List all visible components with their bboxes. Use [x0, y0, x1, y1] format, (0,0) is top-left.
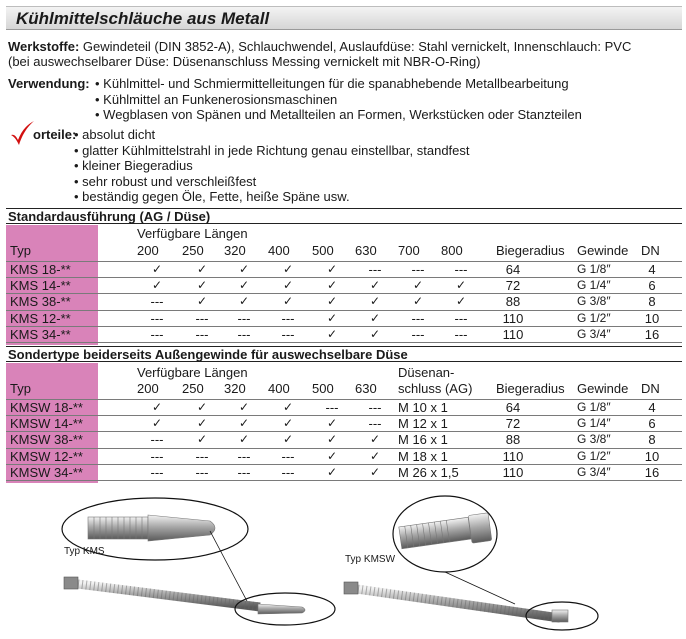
- checkmark-icon: ✓: [412, 294, 424, 309]
- not-available-mark: ---: [150, 310, 164, 326]
- row-biegeradius: 88: [505, 432, 521, 448]
- length-header-630: 630: [355, 381, 377, 396]
- not-available-mark: ---: [411, 310, 425, 326]
- table1-dn-header: DN: [641, 243, 660, 258]
- row-dn: 16: [644, 464, 660, 480]
- not-available-mark: ---: [237, 310, 251, 326]
- checkmark-icon: ✓: [238, 400, 250, 414]
- checkmark-icon: ✓: [326, 262, 338, 276]
- row-typ: KMSW 38-**: [10, 432, 83, 448]
- row-typ: KMSW 14-**: [10, 416, 83, 432]
- row-divider: [6, 480, 682, 481]
- length-header-400: 400: [268, 381, 290, 396]
- not-available-mark: ---: [150, 432, 164, 448]
- title-bar: [6, 6, 682, 30]
- not-available-mark: ---: [150, 464, 164, 480]
- checkmark-icon: ✓: [369, 326, 381, 341]
- not-available-mark: ---: [237, 326, 251, 342]
- checkmark-icon: ✓: [238, 278, 250, 293]
- checkmark-icon: ✓: [282, 262, 294, 276]
- row-dn: 10: [644, 310, 660, 326]
- not-available-mark: ---: [195, 310, 209, 326]
- checkmark-icon: ✓: [151, 278, 163, 293]
- not-available-mark: ---: [368, 416, 382, 432]
- row-duese: M 10 x 1: [398, 400, 448, 415]
- not-available-mark: ---: [150, 448, 164, 464]
- checkmark-icon: ✓: [326, 310, 338, 325]
- checkmark-icon: ✓: [369, 278, 381, 293]
- checkmark-icon: ✓: [238, 294, 250, 309]
- not-available-mark: ---: [281, 448, 295, 464]
- checkmark-icon: ✓: [151, 400, 163, 414]
- row-gewinde: G 1/8″: [577, 262, 611, 276]
- checkmark-icon: ✓: [326, 432, 338, 447]
- row-biegeradius: 64: [505, 400, 521, 415]
- row-dn: 6: [648, 416, 656, 432]
- table2-lengths-label: Verfügbare Längen: [137, 365, 248, 380]
- row-gewinde: G 1/8″: [577, 400, 611, 414]
- length-header-400: 400: [268, 243, 290, 258]
- row-biegeradius: 88: [505, 294, 521, 310]
- not-available-mark: ---: [281, 326, 295, 342]
- checkmark-icon: ✓: [326, 326, 338, 341]
- table2-title: Sondertype beiderseits Außengewinde für auswechselbare Düse: [6, 346, 682, 362]
- length-header-200: 200: [137, 381, 159, 396]
- verwendung-list: [95, 76, 582, 123]
- row-dn: 8: [648, 294, 656, 310]
- checkmark-icon: ✓: [455, 294, 467, 309]
- row-biegeradius: 110: [502, 448, 524, 464]
- row-gewinde: G 3/4″: [577, 464, 611, 479]
- not-available-mark: ---: [368, 262, 382, 277]
- table2-duesen-header-1: Düsenan-: [398, 365, 455, 380]
- row-gewinde: G 3/8″: [577, 294, 611, 309]
- werkstoffe-text2: (bei auswechselbarer Düse: Düsenanschluss Messing vernickelt mit NBR-O-Ring): [8, 54, 481, 69]
- list-item: • sehr robust und verschleißfest: [74, 173, 257, 189]
- row-gewinde: G 1/4″: [577, 416, 611, 431]
- row-dn: 4: [648, 262, 656, 277]
- table1-biegeradius-header: Biegeradius: [496, 243, 565, 258]
- checkmark-icon: ✓: [238, 432, 250, 447]
- length-header-500: 500: [312, 243, 334, 258]
- row-duese: M 16 x 1: [398, 432, 448, 448]
- row-biegeradius: 72: [505, 278, 521, 294]
- row-duese: M 26 x 1,5: [398, 464, 459, 480]
- row-divider: [6, 342, 682, 343]
- checkmark-icon: ✓: [196, 432, 208, 447]
- row-typ: KMSW 18-**: [10, 400, 83, 415]
- row-typ: KMSW 34-**: [10, 464, 83, 480]
- table1-gewinde-header: Gewinde: [577, 243, 629, 258]
- checkmark-icon: ✓: [369, 448, 381, 463]
- checkmark-icon: ✓: [326, 416, 338, 431]
- table2-biegeradius-header: Biegeradius: [496, 381, 565, 396]
- not-available-mark: ---: [411, 262, 425, 277]
- verwendung-label: Verwendung:: [8, 76, 90, 91]
- length-header-200: 200: [137, 243, 159, 258]
- kms-hose-illustration: [60, 495, 340, 635]
- werkstoffe-line: [8, 39, 631, 54]
- caption-kmsw: Typ KMSW: [345, 554, 396, 565]
- not-available-mark: ---: [454, 326, 468, 342]
- checkmark-icon: ✓: [455, 278, 467, 293]
- row-typ: KMS 34-**: [10, 326, 71, 342]
- length-header-320: 320: [224, 381, 246, 396]
- not-available-mark: ---: [237, 448, 251, 464]
- list-item: • Kühlmittel an Funkenerosionsmaschinen: [95, 91, 338, 107]
- row-dn: 10: [644, 448, 660, 464]
- vorteile-label: orteile:: [33, 127, 77, 142]
- checkmark-icon: ✓: [151, 416, 163, 431]
- checkmark-icon: ✓: [326, 278, 338, 293]
- not-available-mark: ---: [368, 400, 382, 415]
- row-duese: M 18 x 1: [398, 448, 448, 464]
- checkmark-icon: ✓: [196, 416, 208, 431]
- not-available-mark: ---: [281, 464, 295, 480]
- checkmark-icon: ✓: [196, 294, 208, 309]
- row-duese: M 12 x 1: [398, 416, 448, 432]
- not-available-mark: ---: [237, 464, 251, 480]
- row-gewinde: G 3/8″: [577, 432, 611, 447]
- table2-gewinde-header: Gewinde: [577, 381, 629, 396]
- not-available-mark: ---: [150, 326, 164, 342]
- length-header-500: 500: [312, 381, 334, 396]
- not-available-mark: ---: [454, 310, 468, 326]
- checkmark-icon: ✓: [369, 464, 381, 479]
- not-available-mark: ---: [195, 464, 209, 480]
- not-available-mark: ---: [150, 294, 164, 310]
- row-biegeradius: 72: [505, 416, 521, 432]
- checkmark-icon: ✓: [282, 400, 294, 414]
- table1-title: Standardausführung (AG / Düse): [6, 208, 682, 224]
- checkmark-icon: ✓: [151, 262, 163, 276]
- page-title: Kühlmittelschläuche aus Metall: [16, 9, 270, 28]
- checkmark-icon: ✓: [326, 294, 338, 309]
- table1-typ-header: Typ: [10, 243, 31, 258]
- list-item: • Kühlmittel- und Schmiermittelleitungen für die spanabhebende Metallbearbeitung: [95, 76, 569, 91]
- length-header-700: 700: [398, 243, 420, 258]
- list-item: • glatter Kühlmittelstrahl in jede Richtung genau einstellbar, standfest: [74, 142, 470, 158]
- length-header-250: 250: [182, 381, 204, 396]
- checkmark-icon: ✓: [369, 432, 381, 447]
- row-biegeradius: 110: [502, 310, 524, 326]
- row-gewinde: G 1/2″: [577, 310, 611, 325]
- row-typ: KMS 14-**: [10, 278, 71, 294]
- checkmark-icon: ✓: [412, 278, 424, 293]
- table2-dn-header: DN: [641, 381, 660, 396]
- not-available-mark: ---: [454, 262, 468, 277]
- list-item: • kleiner Biegeradius: [74, 158, 193, 173]
- caption-kms: Typ KMS: [64, 546, 105, 557]
- checkmark-icon: ✓: [369, 310, 381, 325]
- table1-lengths-label: Verfügbare Längen: [137, 226, 248, 241]
- not-available-mark: ---: [325, 400, 339, 415]
- checkmark-icon: ✓: [238, 416, 250, 431]
- not-available-mark: ---: [411, 326, 425, 342]
- checkmark-icon: ✓: [282, 432, 294, 447]
- row-dn: 6: [648, 278, 656, 294]
- list-item: • beständig gegen Öle, Fette, heiße Späne usw.: [74, 189, 350, 204]
- werkstoffe-label: Werkstoffe:: [8, 39, 80, 54]
- row-typ: KMSW 12-**: [10, 448, 83, 464]
- not-available-mark: ---: [281, 310, 295, 326]
- row-gewinde: G 1/4″: [577, 278, 611, 293]
- row-typ: KMS 38-**: [10, 294, 71, 310]
- row-dn: 4: [648, 400, 656, 415]
- not-available-mark: ---: [195, 448, 209, 464]
- checkmark-icon: ✓: [369, 294, 381, 309]
- row-typ: KMS 18-**: [10, 262, 71, 277]
- row-gewinde: G 3/4″: [577, 326, 611, 341]
- row-dn: 8: [648, 432, 656, 448]
- table2-duesen-header-2: schluss (AG): [398, 381, 473, 396]
- vorteile-list: [74, 127, 470, 205]
- list-item: • absolut dicht: [74, 127, 156, 142]
- checkmark-icon: ✓: [326, 448, 338, 463]
- row-gewinde: G 1/2″: [577, 448, 611, 463]
- row-biegeradius: 64: [505, 262, 521, 277]
- checkmark-icon: ✓: [282, 294, 294, 309]
- length-header-250: 250: [182, 243, 204, 258]
- checkmark-icon: ✓: [196, 262, 208, 276]
- length-header-800: 800: [441, 243, 463, 258]
- row-typ: KMS 12-**: [10, 310, 71, 326]
- row-biegeradius: 110: [502, 464, 524, 480]
- length-header-630: 630: [355, 243, 377, 258]
- checkmark-icon: ✓: [196, 278, 208, 293]
- not-available-mark: ---: [195, 326, 209, 342]
- checkmark-icon: ✓: [238, 262, 250, 276]
- checkmark-icon: ✓: [282, 278, 294, 293]
- checkmark-icon: ✓: [196, 400, 208, 414]
- row-dn: 16: [644, 326, 660, 342]
- checkmark-icon: ✓: [326, 464, 338, 479]
- red-checkmark-icon: [8, 120, 36, 148]
- row-biegeradius: 110: [502, 326, 524, 342]
- list-item: • Wegblasen von Spänen und Metallteilen an Formen, Werkstücken oder Stanzteilen: [95, 107, 582, 122]
- table2-typ-header: Typ: [10, 381, 31, 396]
- length-header-320: 320: [224, 243, 246, 258]
- werkstoffe-text: Gewindeteil (DIN 3852-A), Schlauchwendel, Auslaufdüse: Stahl vernickelt, Innenschlauch: PVC: [79, 39, 632, 54]
- checkmark-icon: ✓: [282, 416, 294, 431]
